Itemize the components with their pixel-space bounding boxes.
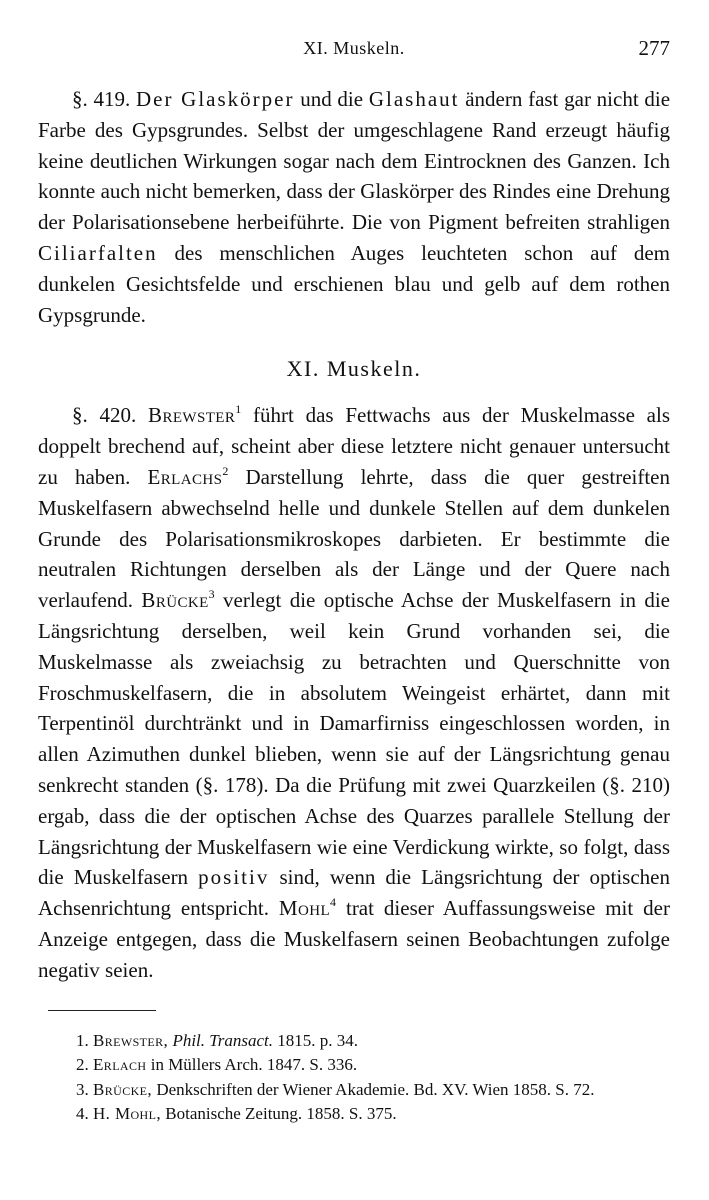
footnote-text: 1815. p. 34. [273,1030,359,1050]
term-glaskoerper: Der Glaskörper [135,87,295,111]
paragraph-text: Darstellung lehrte, dass die quer gestreiften Muskelfasern abwechselnd helle und dunkele Stellen auf dem dunkelen Grunde des Polarisationsmikroskopes darbieten. Er bestimmte die neutralen Richtungen derselben als der Länge und der Quere nach verlaufend. [38,464,670,613]
footnotes [38,1029,670,1127]
footnote-2 [38,1053,670,1078]
paragraph-text: und die [294,87,369,111]
term-positiv: positiv [198,865,270,890]
footnote-number: 1. [76,1030,89,1050]
running-head-title: XI. Muskeln. [303,38,405,58]
page-number: 277 [638,36,670,60]
footnote-author: H. Mohl, [93,1104,162,1124]
author-mohl: Mohl [278,896,331,921]
section-title: Muskeln. [326,356,422,382]
document-page [38,34,670,1127]
paragraph-text: des menschlichen Auges leuchteten schon auf dem dunkelen Gesichtsfelde und erschienen blau und gelb auf dem rothen Gypsgrunde. [38,240,670,327]
footnote-author: Erlach [93,1055,147,1075]
paragraph-text: ändern fast gar nicht die Farbe des Gypsgrundes. Selbst der umgeschlagene Rand erzeugt häufig keine deutlichen Wirkungen sogar nach dem Eintrocknen des Ganzen. Ich konnte auch nicht bemerken, dass der Glaskörper des Rindes eine Drehung der Polarisationsebene herbeiführte. Die von Pigment befreiten strahligen [38,87,671,235]
footnote-4 [38,1102,670,1127]
paragraph-number: §. 420. [72,403,137,428]
footnote-number: 3. [76,1079,89,1099]
paragraph-text: trat dieser Auffassungsweise mit der Anzeige entgegen, dass die Muskelfasern seinen Beobachtungen zufolge negativ seien. [38,896,670,982]
footnote-ref-3: 3 [208,587,215,602]
author-brewster: Brewster [148,403,236,428]
term-glashaut: Glashaut [368,87,460,111]
footnote-number: 4. [76,1104,89,1124]
author-erlach: Erlachs [147,464,223,489]
paragraph-text: führt das Fettwachs aus der Muskelmasse als doppelt brechend auf, scheint aber diese letztere nicht genauer untersucht zu haben. [38,403,671,489]
running-head [38,34,670,64]
paragraph-419 [38,84,670,330]
footnote-1 [38,1029,670,1054]
footnote-ref-2: 2 [222,463,229,478]
section-numeral: XI. [286,356,320,382]
section-heading [38,356,670,382]
paragraph-text: verlegt die optische Achse der Muskelfasern in die Längsrichtung derselben, weil kein Grund vorhanden sei, die Muskelmasse als zweiachsig zu betrachten und Querschnitte von Froschmuskelfasern, die in absolutem Weingeist erhärtet, dann mit Terpentinöl durchtränkt und in Damarfirniss eingeschlossen worden, in allen Azimuthen dunkel blieben, wenn sie auf der Längsrichtung genau senkrecht standen (§. 178). Da die Prüfung mit zwei Quarzkeilen (§. 210) ergab, dass die der optischen Achse des Quarzes parallele Stellung der Längsrichtung der Muskelfasern wie eine Verdickung wirkte, so folgt, dass die Muskelfasern [38,588,670,890]
footnote-ref-1: 1 [235,402,242,417]
footnote-3 [38,1078,670,1103]
term-ciliarfalten: Ciliarfalten [38,240,158,265]
footnote-author: Brewster, [93,1030,169,1050]
paragraph-number: §. 419. [72,87,131,111]
footnote-text: Botanische Zeitung. 1858. S. 375. [161,1104,397,1124]
author-bruecke: Brücke [141,588,209,613]
footnote-number: 2. [76,1055,89,1075]
footnote-ref-4: 4 [330,895,337,910]
paragraph-420 [38,400,670,985]
paragraph-text: sind, wenn die Längsrichtung der optischen Achsenrichtung entspricht. [38,865,670,921]
footnote-journal: Phil. Transact. [172,1030,274,1050]
footnote-text: in Müllers Arch. 1847. S. 336. [146,1055,358,1075]
footnote-text: Denkschriften der Wiener Akademie. Bd. XV. Wien 1858. S. 72. [152,1079,595,1099]
footnote-divider [48,1010,156,1011]
footnote-author: Brücke, [93,1079,153,1099]
